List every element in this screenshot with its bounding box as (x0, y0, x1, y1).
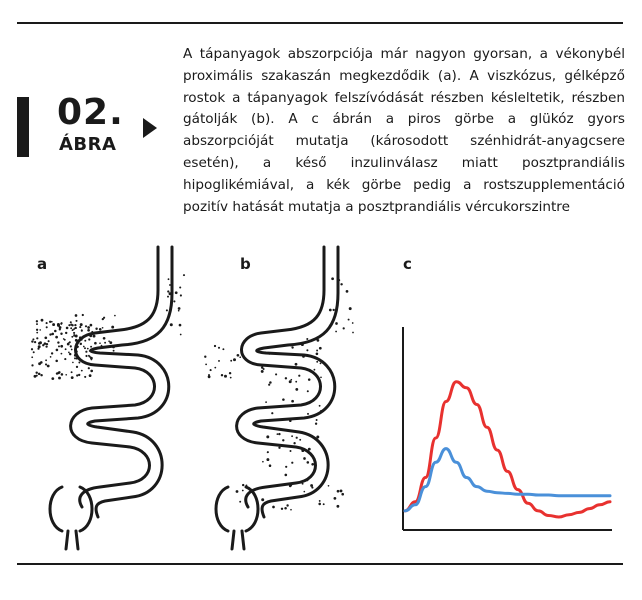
nutrient-b-dot (302, 355, 305, 358)
nutrient-a-dot (178, 307, 181, 310)
nutrient-b-dot (290, 509, 292, 511)
nutrient-a-dot (31, 364, 33, 366)
nutrient-b-dot (290, 450, 292, 452)
nutrient-a-dot (71, 371, 73, 373)
nutrient-b-dot (291, 400, 294, 403)
nutrient-a-dot (77, 346, 79, 348)
nutrient-a-dot (65, 332, 67, 334)
nutrient-b-dot (262, 461, 264, 463)
nutrient-a-dot (72, 362, 74, 364)
label-bar (17, 97, 29, 157)
nutrient-b-dot (275, 373, 277, 375)
nutrient-b-dot (338, 279, 340, 281)
nutrient-b-dot (277, 433, 279, 435)
nutrient-a-dot (175, 291, 178, 294)
nutrient-b-dot (307, 413, 309, 415)
nutrient-a-dot (71, 376, 74, 379)
nutrient-a-dot (87, 329, 90, 332)
nutrient-b-dot (285, 377, 287, 379)
nutrient-b-dot (295, 388, 298, 391)
nutrient-a-dot (38, 373, 41, 376)
nutrient-a-dot (83, 346, 85, 348)
nutrient-a-dot (78, 374, 80, 376)
nutrient-a-dot (90, 349, 92, 351)
nutrient-b-dot (214, 345, 216, 347)
nutrient-b-dot (291, 435, 293, 437)
nutrient-a-dot (109, 341, 112, 344)
nutrient-a-dot (99, 328, 102, 331)
nutrient-a-dot (180, 334, 182, 336)
nutrient-a-dot (93, 335, 96, 338)
nutrient-a-dot (69, 353, 71, 355)
nutrient-b-dot (299, 439, 301, 441)
nutrient-a-dot (79, 336, 81, 338)
nutrient-a-dot (179, 286, 181, 288)
nutrient-a-dot (60, 333, 62, 335)
nutrient-b-dot (348, 319, 350, 321)
nutrient-a-dot (60, 323, 62, 325)
nutrient-a-dot (87, 348, 89, 350)
nutrient-a-dot (57, 323, 60, 326)
figure-caption: A tápanyagok abszorpciója már nagyon gyorsan, a vékonybél proximális szakaszán megkezdődik (a). A viszkózus, gélképző rostok a tápanyagok felszívódását részben késleltetik, részben gátolják (b). A c ábrán a piros görbe a glükóz gyors abszorpcióját mutatja (károsodott szénhidrát-anyagcsere esetén), a késő inzulinválasz miatt posztprandiális hipoglikémiával, a kék görbe pedig a rostszupplementáció pozitív hatását mutatja a posztprandiális vércukorszintre (183, 46, 625, 215)
nutrient-b-dot (289, 419, 292, 422)
nutrient-a-dot (36, 332, 38, 334)
nutrient-b-dot (335, 322, 338, 325)
nutrient-b-dot (340, 489, 343, 492)
nutrient-b-dot (323, 503, 325, 505)
nutrient-b-dot (333, 309, 335, 311)
nutrient-b-dot (311, 463, 314, 466)
nutrient-b-dot (307, 461, 310, 464)
nutrient-b-dot (306, 479, 309, 482)
nutrient-b-dot (291, 346, 293, 348)
nutrient-b-dot (224, 375, 227, 378)
nutrient-a-dot (88, 338, 90, 340)
nutrient-a-dot (173, 300, 175, 302)
nutrient-a-dot (66, 327, 69, 330)
nutrient-b-dot (246, 484, 248, 486)
nutrient-a-dot (169, 284, 171, 286)
nutrient-b-dot (236, 490, 239, 493)
nutrient-b-dot (337, 287, 339, 289)
nutrient-a-dot (36, 337, 38, 339)
nutrient-a-dot (90, 370, 93, 373)
nutrient-b-dot (278, 433, 280, 435)
nutrient-a-dot (45, 359, 47, 361)
intestine-wall-outer-b (237, 247, 324, 507)
nutrient-a-dot (81, 330, 83, 332)
nutrient-a-dot (85, 355, 87, 357)
nutrient-a-dot (36, 375, 38, 377)
nutrient-a-dot (167, 314, 169, 316)
nutrient-a-dot (46, 326, 48, 328)
nutrient-b-dot (306, 338, 308, 340)
nutrient-a-dot (70, 327, 72, 329)
nutrient-b-dot (303, 457, 306, 460)
nutrient-a-dot (36, 329, 38, 331)
nutrient-a-dot (75, 327, 77, 329)
nutrient-a-dot (35, 371, 37, 373)
nutrient-a-dot (48, 340, 50, 342)
nutrient-b-dot (214, 367, 216, 369)
nutrient-b-dot (346, 290, 349, 293)
nutrient-b-dot (320, 376, 322, 378)
nutrient-b-dot (289, 380, 292, 383)
nutrient-a-dot (52, 323, 55, 326)
panel-label-b: b (240, 255, 251, 273)
nutrient-a-dot (34, 341, 36, 343)
intestine-diagram-a (50, 247, 172, 549)
nutrient-b-dot (329, 309, 332, 312)
nutrient-a-dot (45, 343, 47, 345)
nutrient-b-dot (266, 458, 269, 461)
nutrient-b-dot (328, 485, 330, 487)
figure-area (0, 235, 642, 555)
nutrient-a-dot (75, 339, 78, 342)
nutrient-a-dot (79, 326, 81, 328)
nutrient-a-dot (49, 333, 51, 335)
nutrient-a-dot (80, 343, 82, 345)
nutrient-a-dot (166, 309, 168, 311)
nutrient-b-dot (336, 505, 339, 508)
nutrient-b-dot (282, 439, 284, 441)
nutrient-b-dot (291, 462, 293, 464)
nutrient-a-dot (167, 290, 169, 292)
nutrient-b-dot (233, 358, 236, 361)
nutrient-a-dot (108, 340, 110, 342)
nutrient-a-dot (94, 342, 97, 345)
nutrient-a-dot (51, 321, 53, 323)
nutrient-a-dot (71, 336, 73, 338)
nutrient-b-dot (309, 356, 311, 358)
nutrient-b-dot (337, 490, 340, 493)
nutrient-a-dot (179, 324, 182, 327)
nutrient-a-dot (54, 330, 57, 333)
nutrient-b-dot (316, 361, 318, 363)
nutrient-b-dot (285, 466, 287, 468)
nutrient-b-dot (318, 503, 321, 506)
nutrient-b-dot (293, 442, 295, 444)
nutrient-b-dot (261, 498, 264, 501)
nutrient-b-dot (296, 437, 298, 439)
nutrient-a-dot (63, 338, 65, 340)
nutrient-a-dot (85, 325, 87, 327)
nutrient-b-dot (349, 307, 352, 310)
nutrient-b-dot (320, 410, 323, 413)
nutrient-a-dot (55, 336, 58, 339)
nutrient-b-dot (343, 327, 345, 329)
nutrient-a-dot (39, 341, 42, 344)
nutrient-a-dot (41, 319, 44, 322)
nutrient-b-dot (208, 375, 211, 378)
nutrient-a-dot (61, 353, 63, 355)
nutrient-b-dot (304, 491, 306, 493)
nutrient-a-dot (90, 346, 92, 348)
nutrient-a-dot (71, 349, 73, 351)
nutrient-b-dot (319, 405, 321, 407)
nutrient-b-dot (281, 508, 283, 510)
blue-glucose-curve (405, 449, 610, 511)
nutrient-b-dot (316, 350, 318, 352)
nutrient-a-dot (102, 327, 104, 329)
nutrient-b-dot (302, 483, 304, 485)
stomach-outline-a (50, 487, 92, 549)
nutrient-a-dot (69, 341, 71, 343)
nutrient-a-dot (61, 373, 64, 376)
nutrient-b-dot (319, 500, 321, 502)
nutrient-a-dot (58, 345, 60, 347)
nutrient-a-dot (111, 326, 114, 329)
nutrient-b-dot (352, 322, 354, 324)
nutrient-a-dot (39, 329, 41, 331)
nutrient-a-dot (65, 374, 67, 376)
nutrient-b-dot (284, 474, 287, 477)
nutrient-a-dot (31, 340, 33, 342)
nutrient-b-dot (319, 347, 322, 350)
nutrient-b-dot (301, 343, 304, 346)
nutrient-a-dot (112, 345, 115, 348)
nutrient-a-dot (84, 347, 86, 349)
nutrient-a-dot (85, 351, 87, 353)
nutrient-b-dot (269, 381, 272, 384)
nutrient-a-dot (75, 320, 77, 322)
nutrient-a-dot (57, 341, 59, 343)
nutrient-a-dot (85, 335, 87, 337)
nutrient-b-dot (210, 369, 212, 371)
nutrient-b-dot (317, 339, 320, 342)
nutrient-b-dot (266, 435, 269, 438)
nutrient-a-dot (168, 278, 170, 280)
nutrient-b-dot (237, 354, 240, 357)
top-rule (17, 22, 623, 24)
nutrient-b-dot (290, 379, 292, 381)
nutrient-b-dot (222, 348, 224, 350)
nutrient-b-dot (308, 448, 311, 451)
nutrient-b-dot (316, 353, 319, 356)
nutrient-a-dot (56, 372, 58, 374)
nutrient-a-dot (76, 374, 78, 376)
nutrient-b-dot (205, 364, 207, 366)
nutrient-a-dot (90, 359, 92, 361)
intestine-wall-outer-a (71, 247, 158, 507)
nutrient-b-dot (295, 381, 297, 383)
nutrient-a-dot (89, 334, 92, 337)
nutrient-b-dot (265, 401, 267, 403)
nutrient-a-dot (87, 326, 90, 329)
nutrient-a-dot (75, 335, 78, 338)
nutrient-a-dot (76, 366, 78, 368)
nutrient-a-dot (64, 358, 66, 360)
nutrient-b-dot (284, 507, 287, 510)
nutrient-a-dot (70, 345, 72, 347)
nutrient-a-dot (84, 340, 86, 342)
nutrient-b-dot (229, 372, 231, 374)
nutrient-a-dot (74, 324, 76, 326)
figure-svg (0, 235, 642, 555)
glucose-chart (403, 327, 612, 530)
nutrient-b-dot (315, 423, 317, 425)
nutrient-a-dot (46, 322, 48, 324)
nutrient-a-dot (45, 363, 47, 365)
nutrient-a-dot (88, 355, 90, 357)
figure-word: ÁBRA (59, 134, 117, 155)
nutrient-a-dot (47, 365, 50, 368)
nutrient-b-dot (239, 356, 241, 358)
nutrient-a-dot (74, 357, 76, 359)
nutrient-b-dot (334, 497, 337, 500)
nutrient-a-dot (103, 317, 105, 319)
nutrient-a-dot (60, 345, 63, 348)
nutrient-b-dot (314, 369, 316, 371)
nutrient-b-dot (301, 449, 304, 452)
nutrient-a-dot (95, 328, 97, 330)
nutrient-a-dot (31, 348, 33, 350)
nutrient-a-dot (167, 296, 169, 298)
nutrient-a-dot (44, 336, 47, 339)
nutrient-a-dot (71, 324, 73, 326)
nutrient-a-dot (36, 323, 38, 325)
nutrient-a-dot (104, 342, 106, 344)
nutrient-a-dot (75, 350, 77, 352)
nutrient-a-dot (91, 332, 93, 334)
nutrient-a-dot (51, 352, 53, 354)
nutrient-a-dot (84, 376, 86, 378)
nutrient-b-dot (230, 360, 232, 362)
nutrient-b-dot (340, 283, 342, 285)
nutrient-b-dot (335, 331, 337, 333)
nutrient-b-dot (320, 363, 322, 365)
nutrient-a-dot (80, 323, 83, 326)
nutrient-a-dot (178, 310, 180, 312)
nutrient-b-dot (268, 353, 270, 355)
nutrient-a-dot (180, 294, 182, 296)
nutrient-a-dot (68, 352, 70, 354)
nutrient-a-dot (101, 345, 103, 347)
nutrient-b-dot (307, 390, 309, 392)
nutrient-b-dot (290, 345, 292, 347)
nutrient-b-dot (242, 484, 244, 486)
nutrient-a-dot (40, 374, 42, 376)
nutrient-a-dot (99, 342, 101, 344)
nutrient-a-dot (59, 328, 61, 330)
nutrient-b-dot (267, 451, 269, 453)
nutrient-a-dot (88, 367, 90, 369)
nutrient-b-dot (308, 378, 311, 381)
nutrient-a-dot (45, 345, 47, 347)
nutrient-a-dot (32, 338, 34, 340)
nutrient-a-dot (82, 314, 84, 316)
nutrient-a-dot (169, 292, 172, 295)
nutrient-b-dot (239, 501, 241, 503)
nutrient-a-dot (74, 354, 77, 357)
stomach-outline-b (216, 487, 258, 549)
nutrient-a-dot (81, 370, 83, 372)
nutrient-b-dot (341, 493, 344, 496)
nutrient-a-dot (56, 349, 59, 352)
nutrient-a-dot (55, 360, 58, 363)
nutrient-b-dot (242, 490, 244, 492)
nutrient-a-dot (70, 321, 72, 323)
nutrient-a-dot (89, 374, 92, 377)
nutrient-a-dot (171, 280, 174, 283)
nutrient-a-dot (78, 362, 80, 364)
nutrient-b-dot (261, 370, 264, 373)
nutrient-a-dot (89, 350, 91, 352)
nutrient-b-dot (272, 506, 275, 509)
nutrient-b-dot (269, 464, 272, 467)
nutrient-b-dot (316, 436, 319, 439)
nutrient-b-dot (268, 384, 270, 386)
nutrient-b-dot (230, 377, 232, 379)
nutrient-a-dot (36, 320, 38, 322)
nutrient-b-dot (316, 419, 318, 421)
nutrient-a-dot (68, 324, 70, 326)
nutrient-a-dot (73, 334, 75, 336)
nutrient-b-dot (263, 368, 265, 370)
nutrient-a-dot (50, 356, 52, 358)
nutrient-a-dot (58, 377, 61, 380)
panel-label-a: a (37, 255, 48, 273)
nutrient-a-dot (80, 339, 82, 341)
nutrient-a-dot (51, 333, 54, 336)
nutrient-b-dot (352, 332, 354, 334)
nutrient-b-dot (295, 363, 298, 366)
nutrient-b-dot (282, 398, 285, 401)
nutrient-b-dot (290, 484, 292, 486)
nutrient-a-dot (114, 315, 116, 317)
nutrient-b-dot (204, 356, 206, 358)
nutrient-b-dot (286, 504, 288, 506)
nutrient-a-dot (38, 362, 41, 365)
nutrient-b-dot (221, 374, 223, 376)
nutrient-a-dot (75, 314, 78, 317)
nutrient-a-dot (170, 323, 173, 326)
nutrient-a-dot (51, 377, 54, 380)
nutrient-b-dot (310, 484, 313, 487)
nutrient-a-dot (65, 348, 67, 350)
panel-label-c: c (403, 255, 412, 273)
nutrient-b-dot (271, 412, 273, 414)
nutrient-b-dot (306, 349, 308, 351)
nutrient-a-dot (113, 350, 115, 352)
nutrient-b-dot (218, 347, 220, 349)
nutrient-b-dot (331, 277, 334, 280)
nutrient-b-dot (298, 375, 300, 377)
nutrient-a-dot (183, 274, 185, 276)
nutrient-b-dot (218, 360, 220, 362)
bottom-rule (17, 563, 623, 565)
nutrient-a-dot (103, 337, 106, 340)
nutrient-a-dot (37, 348, 39, 350)
figure-number: 02. (57, 92, 124, 133)
nutrient-a-dot (31, 356, 33, 358)
nutrient-a-dot (90, 324, 93, 327)
nutrient-b-dot (278, 447, 280, 449)
nutrient-a-dot (73, 332, 75, 334)
play-arrow-icon (143, 118, 157, 138)
nutrient-dots (31, 274, 354, 510)
nutrient-a-dot (33, 351, 35, 353)
